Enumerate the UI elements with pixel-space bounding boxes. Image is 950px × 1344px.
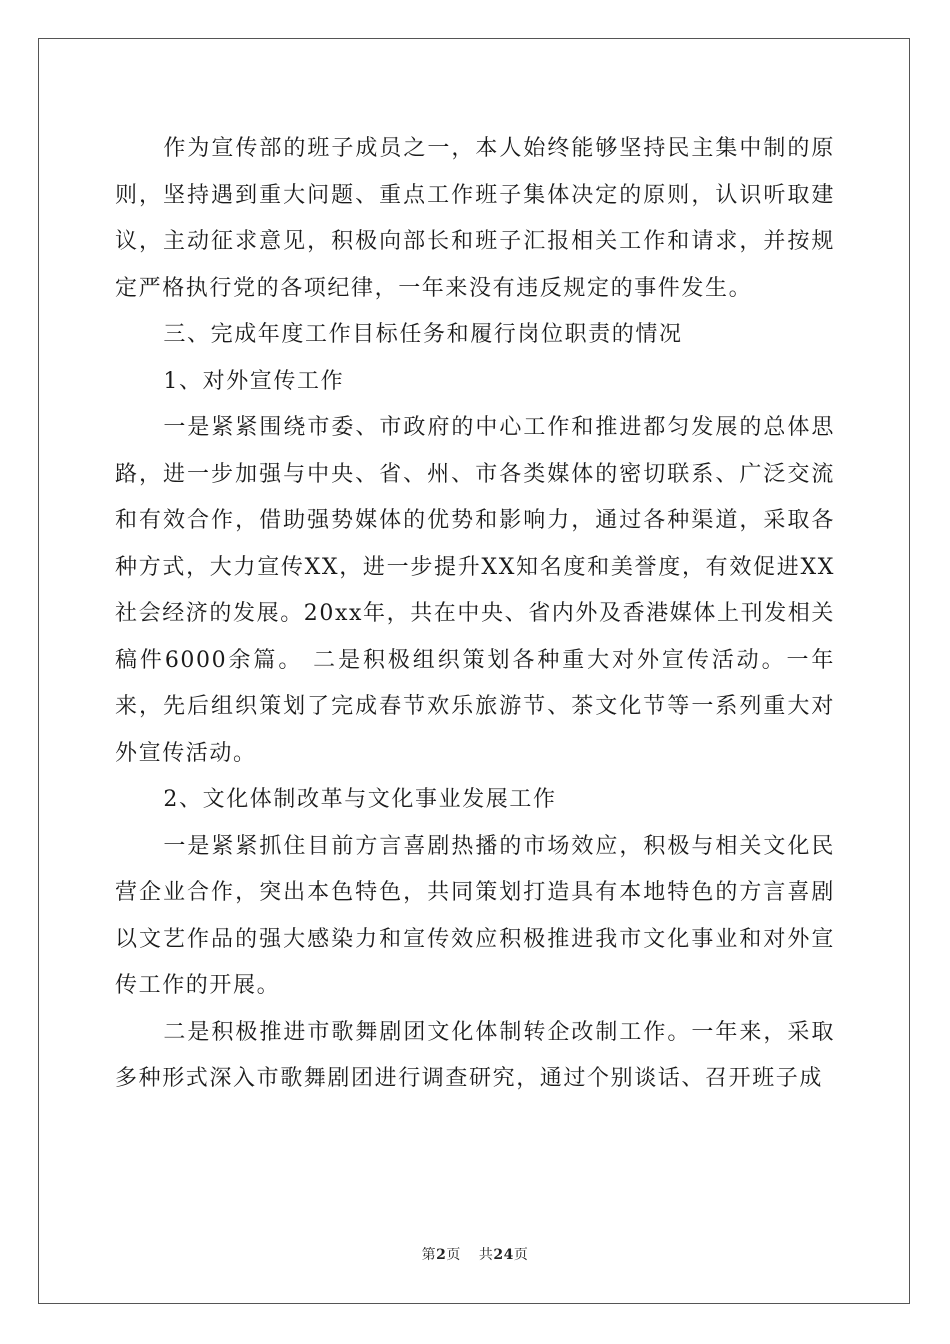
paragraph: 一是紧紧围绕市委、市政府的中心工作和推进都匀发展的总体思路，进一步加强与中央、省、州、市各类媒体的密切联系、广泛交流和有效合作，借助强势媒体的优势和影响力，通过各种渠道，采取各种方式，大力宣传XX，进一步提升XX知名度和美誉度，有效促进XX社会经济的发展。20xx年，共在中央、省内外及香港媒体上刊发相关稿件6000余篇。 二是积极组织策划各种重大对外宣传活动。一年来，先后组织策划了完成春节欢乐旅游节、茶文化节等一系列重大对外宣传活动。 xyxy=(115,415,836,766)
paragraph: 作为宣传部的班子成员之一，本人始终能够坚持民主集中制的原则，坚持遇到重大问题、重点工作班子集体决定的原则，认识听取建议，主动征求意见，积极向部长和班子汇报相关工作和请求，并按规定严格执行党的各项纪律，一年来没有违反规定的事件发生。 xyxy=(115,136,835,301)
page-number: 2 xyxy=(436,1247,447,1263)
subsection-heading: 2、文化体制改革与文化事业发展工作 xyxy=(163,787,557,812)
page-footer xyxy=(0,1244,950,1264)
section-heading: 三、完成年度工作目标任务和履行岗位职责的情况 xyxy=(163,322,683,347)
page-suffix: 页 xyxy=(446,1247,461,1263)
total-prefix: 共 xyxy=(478,1247,494,1263)
subsection-heading: 1、对外宣传工作 xyxy=(163,368,345,394)
total-suffix: 页 xyxy=(513,1247,529,1263)
page-prefix: 第 xyxy=(421,1247,437,1263)
document-body xyxy=(115,126,835,1103)
paragraph: 二是积极推进市歌舞剧团文化体制转企改制工作。一年来，采取多种形式深入市歌舞剧团进行调查研究，通过个别谈话、召开班子成 xyxy=(115,1019,835,1091)
paragraph: 一是紧紧抓住目前方言喜剧热播的市场效应，积极与相关文化民营企业合作，突出本色特色，共同策划打造具有本地特色的方言喜剧以文艺作品的强大感染力和宣传效应积极推进我市文化事业和对外宣传工作的开展。 xyxy=(115,833,835,998)
total-pages: 24 xyxy=(493,1247,514,1263)
